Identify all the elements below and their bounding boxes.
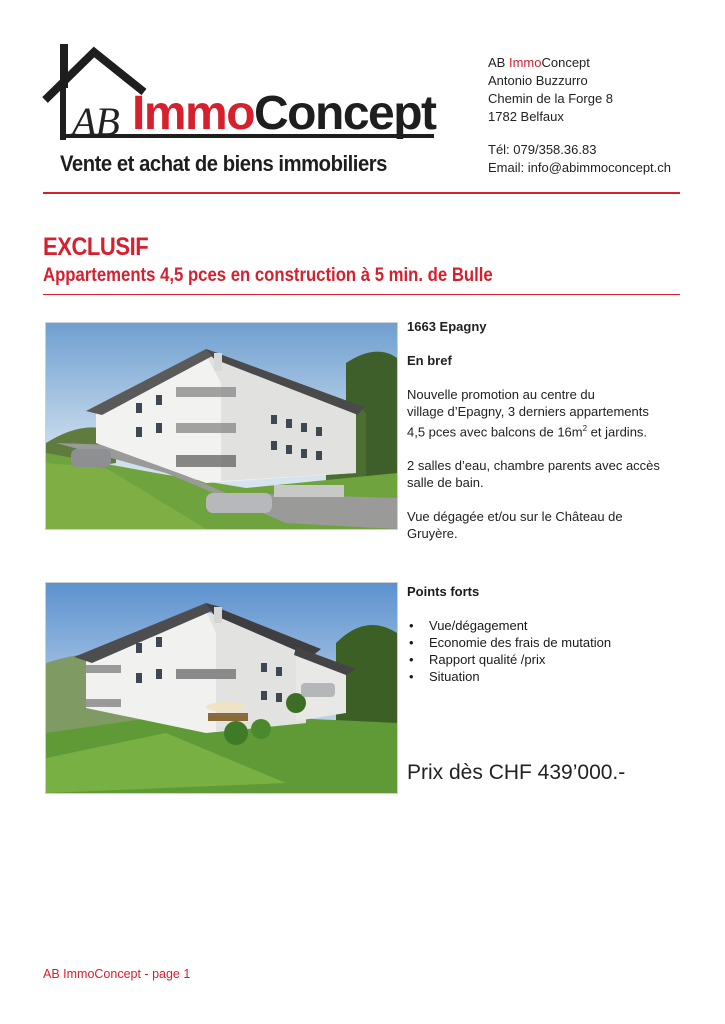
contact-company-immo: Immo	[508, 55, 542, 70]
brief-p3-line1: Vue dégagée et/ou sur le Château de	[407, 509, 623, 525]
brief-paragraph-2	[407, 457, 687, 491]
logo-immo-text: Immo	[132, 87, 255, 140]
brief-p1-line2: village d’Epagny, 3 derniers appartements	[407, 404, 649, 419]
contact-city: 1782 Belfaux	[488, 109, 564, 124]
brief-p1-line1: Nouvelle promotion au centre du	[407, 387, 595, 402]
header-divider	[43, 192, 680, 194]
brief-title: En bref	[407, 353, 452, 368]
contact-company-suffix: Concept	[541, 55, 590, 70]
list-item: • Vue/dégagement	[407, 617, 687, 634]
brief-paragraph-1	[407, 386, 687, 440]
page-footer: AB ImmoConcept - page 1	[43, 967, 191, 981]
listing-subheadline: Appartements 4,5 pces en construction à 5 min. de Bulle	[43, 265, 493, 286]
list-item: • Rapport qualité /prix	[407, 651, 687, 668]
contact-email[interactable]: Email: info@abimmoconcept.ch	[488, 160, 671, 175]
list-item: • Economie des frais de mutation	[407, 634, 687, 651]
contact-street: Chemin de la Forge 8	[488, 91, 614, 106]
building-photo-front	[45, 322, 398, 530]
contact-company-prefix: AB	[488, 55, 509, 70]
brief-p1-line3a: 4,5 pces avec balcons de 16m	[407, 424, 583, 440]
highlights-section	[407, 583, 687, 685]
tagline: Vente et achat de biens immobiliers	[60, 151, 387, 176]
list-item: • Situation	[407, 668, 687, 685]
brief-paragraph-3	[407, 508, 687, 542]
contact-block	[488, 54, 671, 177]
brief-p3-line2: Gruyère.	[407, 526, 458, 542]
brief-p2-line1: 2 salles d’eau, chambre parents avec accès	[407, 458, 660, 474]
logo-wordmark	[132, 86, 436, 141]
brief-p1-superscript: 2	[582, 424, 588, 433]
brief-p2-line2: salle de bain.	[407, 475, 484, 491]
contact-phone: Tél: 079/358.36.83	[488, 142, 597, 157]
brief-p1-line3b: et jardins.	[587, 424, 648, 440]
listing-location: 1663 Epagny	[407, 319, 487, 334]
points-title: Points forts	[407, 584, 480, 599]
price: Prix dès CHF 439’000.-	[407, 761, 626, 784]
contact-person: Antonio Buzzurro	[488, 73, 588, 88]
points-list	[407, 617, 687, 685]
listing-headline: EXCLUSIF	[43, 233, 149, 261]
listing-description	[407, 318, 687, 542]
contact-company	[488, 54, 671, 72]
title-divider	[43, 294, 680, 295]
logo-concept-text: Concept	[254, 87, 436, 140]
logo-ab-text: AB	[72, 99, 119, 144]
building-photo-garden	[45, 582, 398, 794]
